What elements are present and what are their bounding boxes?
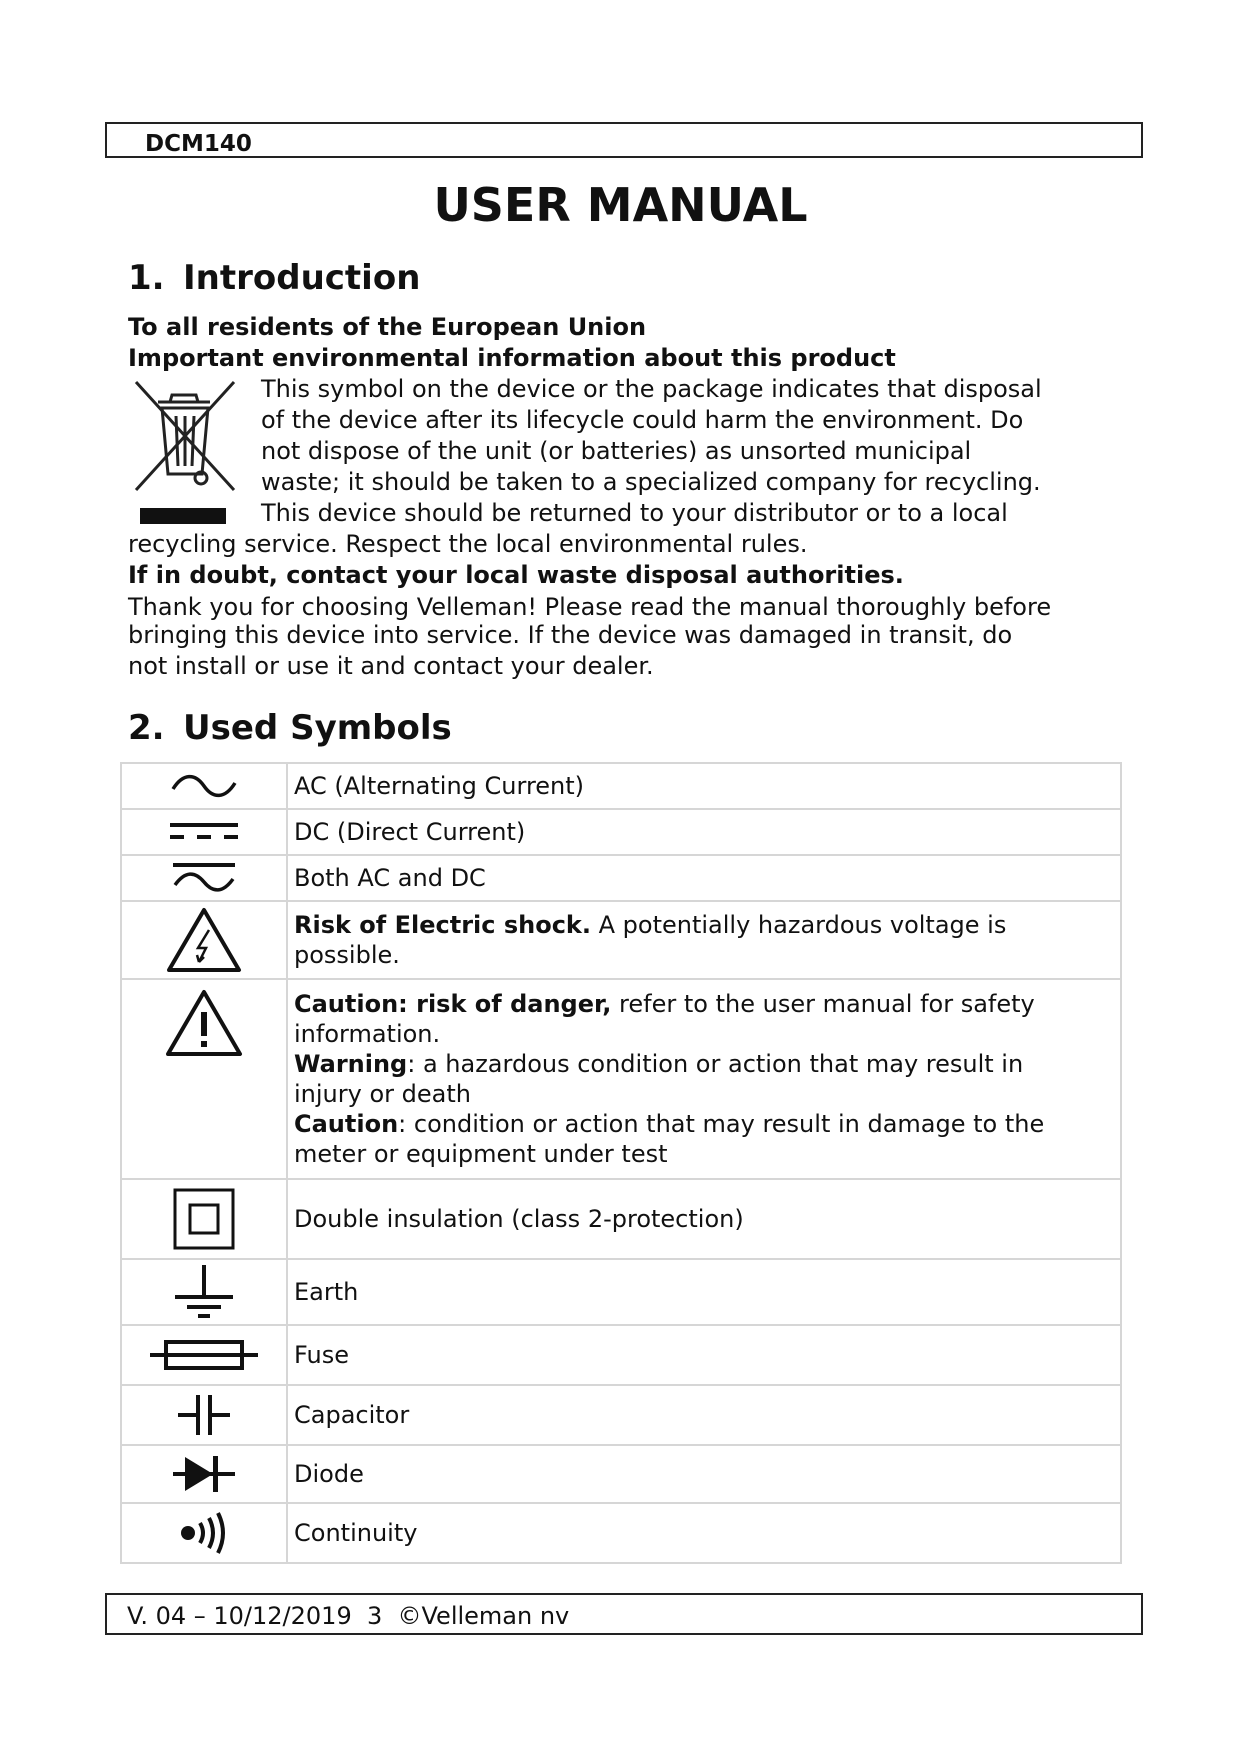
weee-text-1: This symbol on the device or the package indicates that disposal: [261, 375, 1042, 403]
weee-text-5: This device should be returned to your distributor or to a local: [261, 499, 1008, 527]
section-2-title: Used Symbols: [183, 708, 452, 748]
weee-text-2: of the device after its lifecycle could harm the environment. Do: [261, 406, 1024, 434]
weee-text-6: recycling service. Respect the local environmental rules.: [128, 530, 808, 558]
symbol-desc-continuity: Continuity: [287, 1503, 1121, 1563]
caution2-desc-line-2: meter or equipment under test: [294, 1140, 668, 1168]
earth-icon: [173, 1263, 235, 1321]
warning-desc-line-2: injury or death: [294, 1080, 471, 1108]
table-row: [121, 1445, 1121, 1503]
warning-desc-text: : a hazardous condition or action that may result in: [407, 1050, 1024, 1078]
symbols-table: [120, 762, 1122, 1564]
doubt-line: If in doubt, contact your local waste disposal authorities.: [128, 561, 904, 589]
table-row: [121, 1503, 1121, 1563]
capacitor-icon: [176, 1393, 232, 1437]
warning-label: Warning: [294, 1050, 408, 1078]
header-box: [105, 122, 1143, 158]
weee-text-3: not dispose of the unit (or batteries) as unsorted municipal: [261, 437, 972, 465]
section-2-heading: [128, 708, 452, 748]
section-1-number: 1.: [128, 258, 165, 298]
fuse-icon: [148, 1338, 260, 1372]
table-row: [121, 809, 1121, 855]
eu-residents-line: To all residents of the European Union: [128, 313, 647, 341]
ac-icon: [169, 771, 239, 801]
thanks-text-2: bringing this device into service. If the device was damaged in transit, do: [128, 621, 1013, 649]
table-row: [121, 979, 1121, 1179]
section-2-number: 2.: [128, 708, 165, 748]
weee-text-4: waste; it should be taken to a specialized company for recycling.: [261, 468, 1041, 496]
shock-desc-line-2: possible.: [294, 941, 400, 969]
double-insulation-icon: [173, 1188, 235, 1250]
weee-bin-icon: [130, 378, 240, 530]
shock-desc-line-1: [294, 910, 1120, 940]
symbol-desc-ac-dc: Both AC and DC: [287, 855, 1121, 901]
shock-desc-bold: Risk of Electric shock.: [294, 911, 591, 939]
table-row: [121, 1259, 1121, 1325]
symbol-desc-ac: AC (Alternating Current): [287, 763, 1121, 809]
symbol-desc-fuse: Fuse: [287, 1325, 1121, 1385]
caution2-desc-text: : condition or action that may result in damage to the: [398, 1110, 1045, 1138]
diode-icon: [171, 1453, 237, 1495]
table-row: [121, 1179, 1121, 1259]
caution-desc-line-1: [294, 989, 1120, 1019]
symbol-desc-dc: DC (Direct Current): [287, 809, 1121, 855]
ac-dc-icon: [171, 861, 237, 895]
thanks-text-1: Thank you for choosing Velleman! Please read the manual thoroughly before: [128, 593, 1052, 621]
caution2-desc-line-1: [294, 1109, 1120, 1139]
electric-shock-icon: [166, 906, 242, 974]
table-row: [121, 1325, 1121, 1385]
symbol-desc-earth: Earth: [287, 1259, 1121, 1325]
caution-label: Caution: [294, 1110, 399, 1138]
caution-desc-text: refer to the user manual for safety: [611, 990, 1035, 1018]
table-row: [121, 1385, 1121, 1445]
symbol-desc-double-insulation: Double insulation (class 2-protection): [287, 1179, 1121, 1259]
table-row: [121, 763, 1121, 809]
footer-text: V. 04 – 10/12/2019 3 ©Velleman nv: [127, 1602, 570, 1630]
table-row: [121, 901, 1121, 979]
dc-icon: [168, 820, 240, 844]
env-info-line: Important environmental information about this product: [128, 344, 896, 372]
caution-desc-bold: Caution: risk of danger,: [294, 990, 612, 1018]
thanks-text-3: not install or use it and contact your dealer.: [128, 652, 654, 680]
model-label: DCM140: [145, 131, 252, 157]
shock-desc-text: A potentially hazardous voltage is: [591, 911, 1007, 939]
table-row: [121, 855, 1121, 901]
footer-box: [105, 1593, 1143, 1635]
page-title: USER MANUAL: [433, 178, 808, 232]
continuity-icon: [178, 1510, 230, 1556]
section-1-heading: [128, 258, 420, 298]
symbol-desc-diode: Diode: [287, 1445, 1121, 1503]
caution-desc-line-2: information.: [294, 1020, 441, 1048]
warning-desc-line-1: [294, 1049, 1120, 1079]
section-1-title: Introduction: [183, 258, 421, 298]
caution-icon: [165, 988, 243, 1058]
symbol-desc-capacitor: Capacitor: [287, 1385, 1121, 1445]
